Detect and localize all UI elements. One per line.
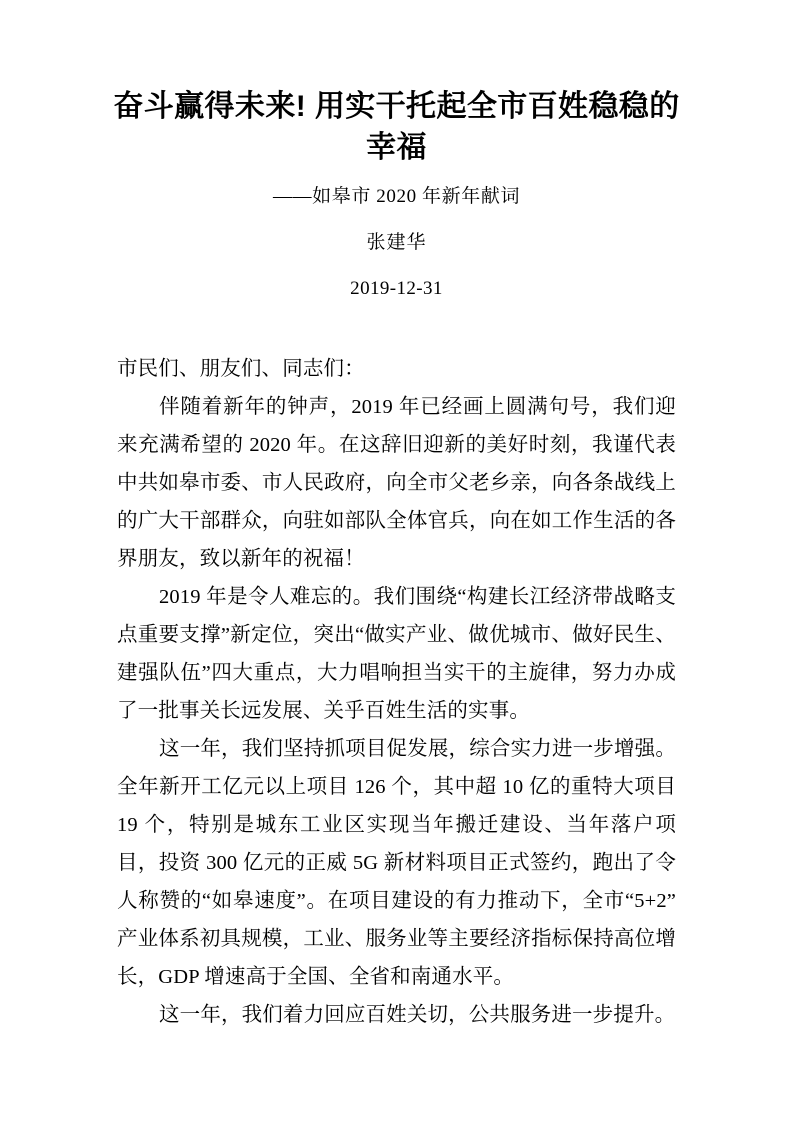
document-author: 张建华 (366, 232, 427, 253)
page-title (110, 86, 683, 168)
page-title-line-2: 幸福 (366, 131, 427, 164)
paragraph-2: 2019 年是令人难忘的。我们围绕“构建长江经济带战略支点重要支撑”新定位，突出“做实产业、做优城市、做好民生、建强队伍”四大重点，大力唱响担当实干的主旋律，努力办成了一批事关长远发展、关乎百姓生活的实事。 (117, 586, 676, 722)
page-title-line-1: 奋斗赢得未来! 用实干托起全市百姓稳稳的 (113, 90, 680, 123)
document-body (117, 350, 676, 1034)
paragraph-salutation: 市民们、朋友们、同志们： (117, 358, 365, 380)
paragraph-3: 这一年，我们坚持抓项目促发展，综合实力进一步增强。全年新开工亿元以上项目 126 个，其中超 10 亿的重特大项目 19 个，特别是城东工业区实现当年搬迁建设、当年落户项目，投资 300 亿元的正威 5G 新材料项目正式签约，跑出了令人称赞的“如皋速度”。在项目建设的有力推动下，全市“5+2”产业体系初具规模，工业、服务业等主要经济指标保持高位增长，GDP 增速高于全国、全省和南通水平。 (117, 738, 676, 988)
paragraph-1: 伴随着新年的钟声，2019 年已经画上圆满句号，我们迎来充满希望的 2020 年。在这辞旧迎新的美好时刻，我谨代表中共如皋市委、市人民政府，向全市父老乡亲，向各条战线上的广大干部群众，向驻如部队全体官兵，向在如工作生活的各界朋友，致以新年的祝福！ (117, 396, 676, 570)
title-block (0, 0, 793, 304)
paragraph-4: 这一年，我们着力回应百姓关切，公共服务进一步提升。 (159, 1004, 676, 1026)
document-date: 2019-12-31 (350, 278, 443, 299)
document-subtitle: ——如皋市 2020 年新年献词 (272, 186, 521, 207)
